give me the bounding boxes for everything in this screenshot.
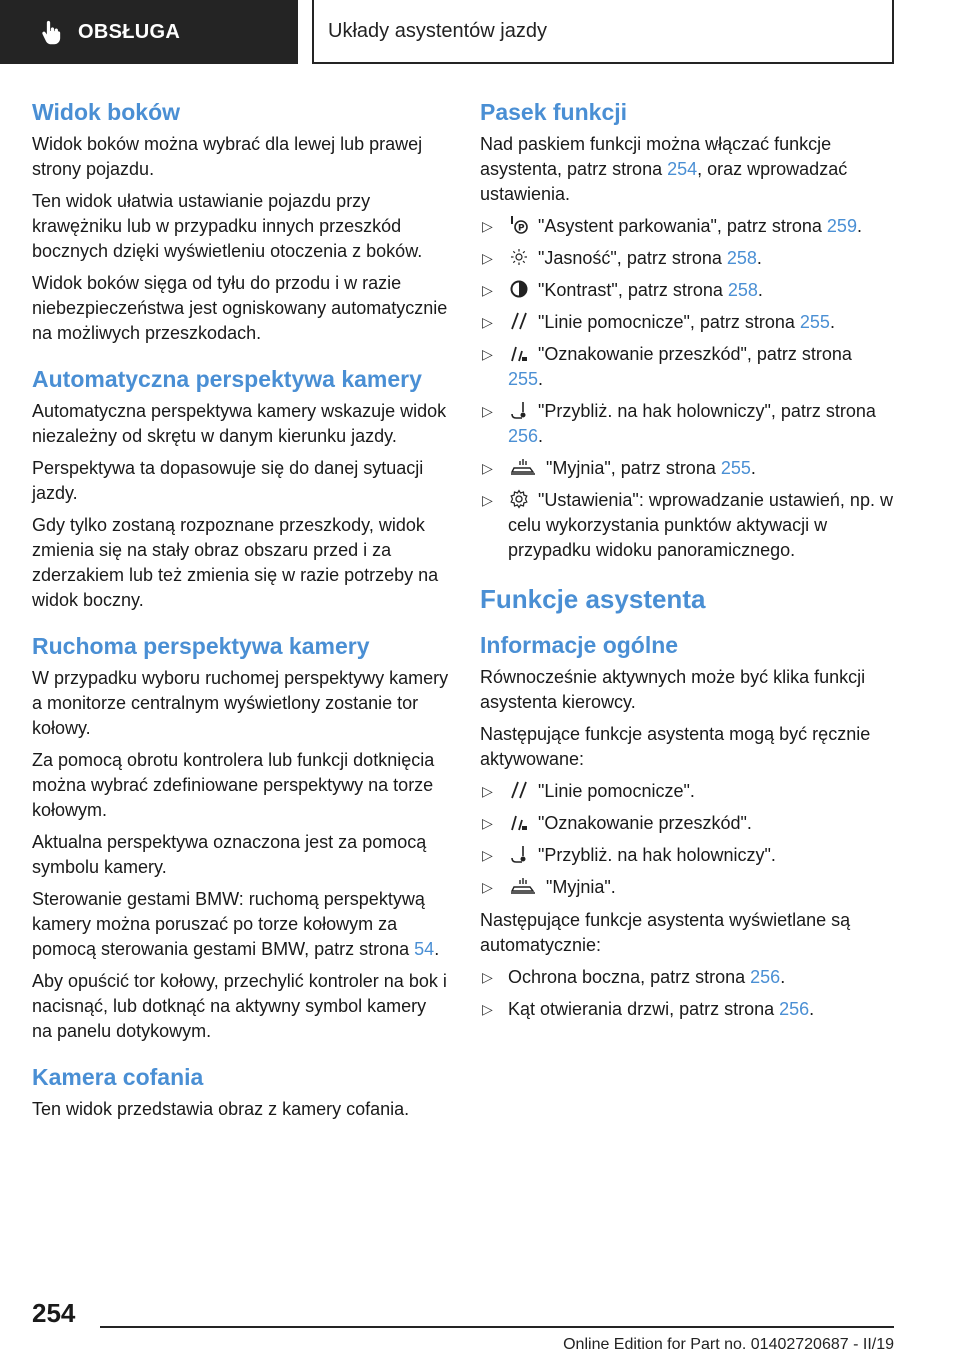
list-item: ▷ "Myjnia". — [482, 877, 616, 897]
section-title: Pasek funkcji — [480, 99, 628, 125]
list-item: ▷ "Oznakowanie przeszkód". — [482, 813, 752, 833]
tow-hitch-zoom-icon — [508, 844, 530, 864]
guide-lines-icon — [508, 311, 530, 331]
manual-functions-list — [480, 779, 898, 900]
paragraph: Aktualna perspektywa oznaczona jest za pomocą symbolu kamery. — [32, 832, 427, 877]
page-link[interactable]: 259 — [826, 216, 857, 236]
list-item: ▷ "Jasność", patrz strona 258. — [482, 248, 762, 268]
chapter-title: Funkcje asystenta — [480, 584, 706, 614]
section-title: Informacje ogólne — [480, 632, 679, 658]
paragraph: Ten widok ułatwia ustawianie pojazdu przy krawężniku lub w przypadku innych przeszkód bocznych dzięki wyświetleniu otoczenia z boków. — [32, 191, 423, 261]
brightness-icon — [508, 247, 530, 267]
section-title: Kamera cofania — [32, 1064, 204, 1090]
list-item: ▷ "Oznakowanie przeszkód", patrz strona 255. — [482, 344, 852, 389]
car-wash-icon — [508, 876, 538, 896]
paragraph: Równocześnie aktywnych może być klika funkcji asystenta kierowcy. — [480, 667, 866, 712]
paragraph: Perspektywa ta dopasowuje się do danej sytuacji jazdy. — [32, 458, 424, 503]
contrast-icon — [508, 279, 530, 299]
auto-functions-list — [480, 965, 898, 1022]
page-link[interactable]: 54 — [414, 939, 435, 959]
list-item: ▷ Kąt otwierania drzwi, patrz strona 256. — [482, 999, 815, 1019]
list-item: ▷ "Przybliż. na hak holowniczy". — [482, 845, 776, 865]
paragraph: Nad paskiem funkcji można włączać funkcje asystenta, patrz strona 254, oraz wprowadzać ustawienia. — [480, 134, 848, 204]
obstacle-marking-icon — [508, 812, 530, 832]
section-title: Ruchoma perspektywa kamery — [32, 633, 370, 659]
guide-lines-icon — [508, 780, 530, 800]
paragraph: W przypadku wyboru ruchomej perspektywy kamery a monitorze centralnym wyświetlony zostanie tor kołowy. — [32, 668, 449, 738]
list-item: ▷ "Przybliż. na hak holowniczy", patrz strona 256. — [482, 401, 876, 446]
page-link[interactable]: 255 — [799, 312, 830, 332]
list-item: ▷ "Kontrast", patrz strona 258. — [482, 280, 763, 300]
paragraph: Widok boków sięga od tyłu do przodu i w razie niebezpieczeństwa jest ogniskowany automatycznie na możliwych przeszkodach. — [32, 273, 448, 343]
paragraph: Następujące funkcje asystenta wyświetlane są automatycznie: — [480, 910, 851, 955]
function-bar-list — [480, 214, 898, 563]
page-link[interactable]: 255 — [720, 458, 751, 478]
page-link[interactable]: 256 — [750, 967, 781, 987]
paragraph: Widok boków można wybrać dla lewej lub prawej strony pojazdu. — [32, 134, 423, 179]
header-section-tab — [0, 0, 298, 64]
header-chapter-tab — [312, 0, 894, 64]
paragraph: Aby opuścić tor kołowy, przechylić kontroler na bok i nacisnąć, lub dotknąć na aktywny symbol kamery na panelu dotykowym. — [32, 971, 447, 1041]
page-link[interactable]: 255 — [508, 369, 539, 389]
footer-edition: Online Edition for Part no. 01402720687 - II/19 — [563, 1336, 894, 1353]
paragraph: Następujące funkcje asystenta mogą być ręcznie aktywowane: — [480, 724, 871, 769]
header-chapter-label: Układy asystentów jazdy — [328, 19, 547, 42]
left-column — [32, 98, 450, 1129]
list-item: ▷ "Ustawienia": wprowadzanie ustawień, np. w celu wykorzystania punktów aktywacji w przypadku widoku panoramicznego. — [482, 490, 893, 560]
section-title: Widok boków — [32, 99, 181, 125]
page-link[interactable]: 258 — [726, 248, 757, 268]
paragraph: Ten widok przedstawia obraz z kamery cofania. — [32, 1099, 410, 1119]
paragraph: Gdy tylko zostaną rozpoznane przeszkody, widok zmienia się na stały obraz obszaru przed i za zderzakiem lub też zmienia się w razie potrzeby na widok boczny. — [32, 515, 439, 610]
car-wash-icon — [508, 457, 538, 477]
page-link[interactable]: 254 — [667, 159, 698, 179]
header-section-label: OBSŁUGA — [78, 20, 181, 43]
right-column — [480, 98, 898, 1030]
svg-text:P: P — [518, 223, 525, 234]
page-link[interactable]: 258 — [727, 280, 758, 300]
tow-hitch-zoom-icon — [508, 400, 530, 420]
list-item: ▷ Ochrona boczna, patrz strona 256. — [482, 967, 786, 987]
page-link[interactable]: 256 — [779, 999, 810, 1019]
parking-assist-icon — [508, 215, 530, 235]
page-link[interactable]: 256 — [508, 426, 539, 446]
hand-pointer-icon — [38, 18, 66, 46]
list-item: ▷ "Linie pomocnicze". — [482, 781, 695, 801]
list-item: ▷ "Myjnia", patrz strona 255. — [482, 458, 756, 478]
list-item: ▷ "Linie pomocnicze", patrz strona 255. — [482, 312, 835, 332]
obstacle-marking-icon — [508, 343, 530, 363]
section-title: Automatyczna perspektywa kamery — [32, 366, 422, 392]
paragraph: Za pomocą obrotu kontrolera lub funkcji dotknięcia można wybrać zdefiniowane perspektywy na torze kołowym. — [32, 750, 435, 820]
paragraph: Automatyczna perspektywa kamery wskazuje widok niezależny od skrętu w danym kierunku jazdy. — [32, 401, 447, 446]
list-item: ▷ P "Asystent parkowania", patrz strona 259. — [482, 216, 862, 236]
paragraph: Sterowanie gestami BMW: ruchomą perspektywą kamery można poruszać po torze kołowym za pomocą sterowania gestami BMW, patrz strona 54. — [32, 889, 440, 959]
footer-divider — [100, 1326, 894, 1328]
settings-gear-icon — [508, 489, 530, 509]
page-number: 254 — [32, 1298, 76, 1328]
